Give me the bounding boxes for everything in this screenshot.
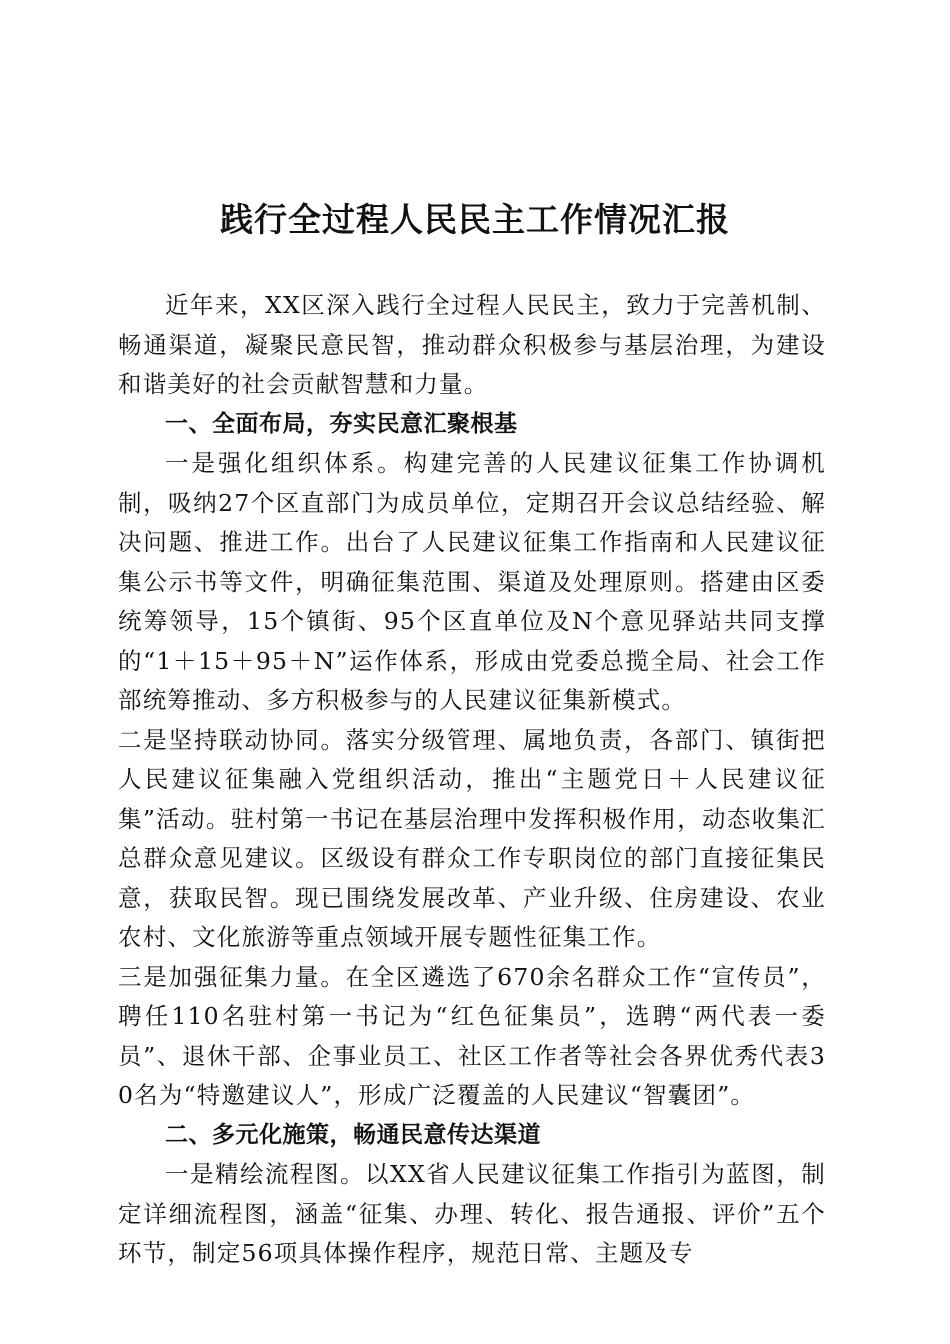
section-1 bbox=[118, 405, 826, 1116]
section-2 bbox=[118, 1116, 826, 1274]
document-body bbox=[118, 286, 826, 1274]
document-title: 践行全过程人民民主工作情况汇报 bbox=[220, 200, 730, 239]
section-paragraph: 一是强化组织体系。构建完善的人民建议征集工作协调机制，吸纳27个区直部门为成员单位，定期召开会议总结经验、解决问题、推进工作。出台了人民建议征集工作指南和人民建议征集公示书等文件，明确征集范围、渠道及处理原则。搭建由区委统筹领导，15个镇街、95个区直单位及N个意见驿站共同支撑的“1＋15＋95＋N”运作体系，形成由党委总揽全局、社会工作部统筹推动、多方积极参与的人民建议征集新模式。 bbox=[118, 449, 826, 714]
section-paragraph: 三是加强征集力量。在全区遴选了670余名群众工作“宣传员”，聘任110名驻村第一书记为“红色征集员”，选聘“两代表一委员”、退休干部、企事业员工、社区工作者等社会各界优秀代表30名为“特邀建议人”，形成广泛覆盖的人民建议“智囊团”。 bbox=[118, 962, 826, 1109]
section-paragraph: 二是坚持联动协同。落实分级管理、属地负责，各部门、镇街把人民建议征集融入党组织活动，推出“主题党日＋人民建议征集”活动。驻村第一书记在基层治理中发挥积极作用，动态收集汇总群众意见建议。区级设有群众工作专职岗位的部门直接征集民意，获取民智。现已围绕发展改革、产业升级、住房建设、农业农村、文化旅游等重点领域开展专题性征集工作。 bbox=[118, 725, 826, 951]
section-paragraph: 一是精绘流程图。以XX省人民建议征集工作指引为蓝图，制定详细流程图，涵盖“征集、办理、转化、报告通报、评价”五个环节，制定56项具体操作程序，规范日常、主题及专 bbox=[118, 1160, 826, 1267]
intro-paragraph: 近年来，XX区深入践行全过程人民民主，致力于完善机制、畅通渠道，凝聚民意民智，推动群众积极参与基层治理，为建设和谐美好的社会贡献智慧和力量。 bbox=[118, 291, 826, 398]
section-heading: 二、多元化施策，畅通民意传达渠道 bbox=[165, 1121, 541, 1148]
section-heading: 一、全面布局，夯实民意汇聚根基 bbox=[165, 410, 518, 437]
